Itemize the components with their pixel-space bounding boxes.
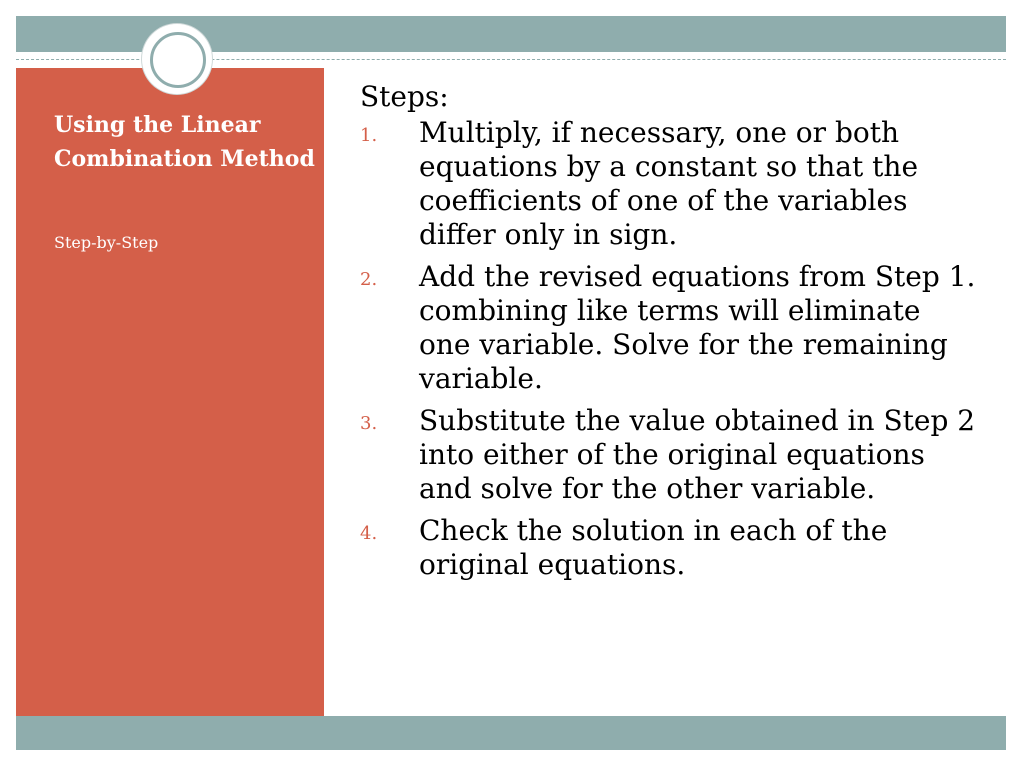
slide-subtitle: Step-by-Step: [54, 233, 159, 252]
step-number: 2.: [360, 269, 378, 290]
bottom-band: [16, 716, 1006, 750]
list-item: [360, 260, 980, 396]
list-item: [360, 116, 980, 252]
steps-heading: Steps:: [360, 80, 449, 113]
step-text: Substitute the value obtained in Step 2 into either of the original equations and solve for the other variable.: [419, 404, 976, 505]
slide-title: Using the Linear Combination Method: [54, 112, 315, 172]
step-number: 4.: [360, 523, 378, 544]
list-item: [360, 514, 980, 582]
step-number: 3.: [360, 413, 378, 434]
medallion-ring: [150, 32, 206, 88]
step-text: Check the solution in each of the original equations.: [419, 514, 888, 581]
steps-list: [360, 116, 980, 582]
step-number: 1.: [360, 125, 378, 146]
content-area: [360, 80, 980, 590]
list-item: [360, 404, 980, 506]
circle-medallion-icon: [142, 24, 212, 94]
step-text: Multiply, if necessary, one or both equations by a constant so that the coefficients of one of the variables differ only in sign.: [419, 116, 919, 251]
step-text: Add the revised equations from Step 1. combining like terms will eliminate one variable. Solve for the remaining variable.: [419, 260, 976, 395]
